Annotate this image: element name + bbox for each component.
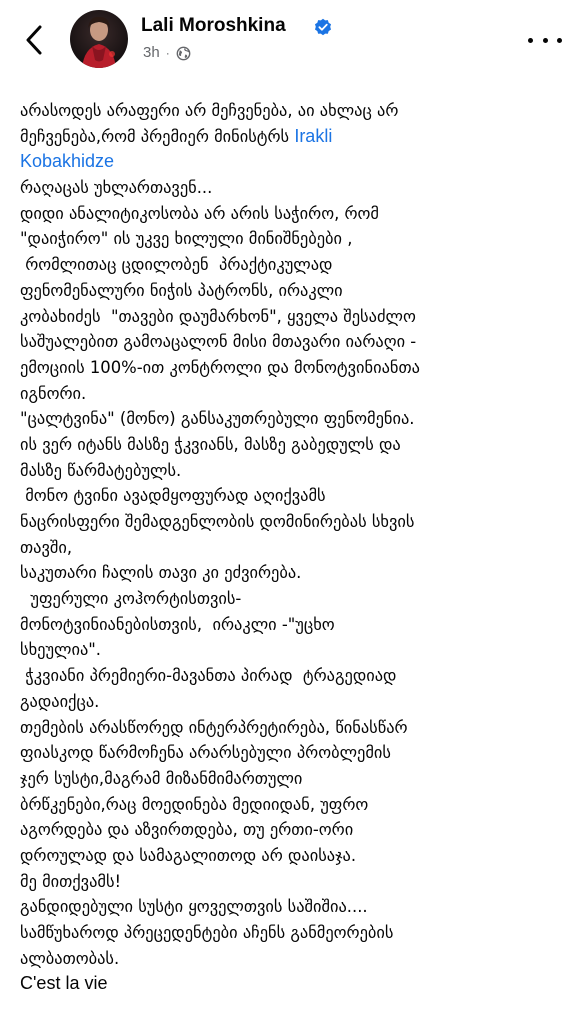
author-name[interactable]: Lali Moroshkina — [141, 15, 286, 36]
avatar[interactable] — [70, 10, 128, 68]
back-button[interactable] — [18, 22, 50, 58]
post-line: უფერული კოჰორტისთვის- — [20, 589, 242, 609]
post-line: ფიასკოდ წარმოჩენა არარსებული პრობლემის — [20, 743, 391, 763]
post-line: გადაიქცა. — [20, 691, 100, 711]
post-line: დიდი ანალიტიკოსობა არ არის საჭირო, რომ — [20, 203, 379, 223]
post-line: ფენომენალური ნიჭის პატრონს, ირაკლი — [20, 280, 343, 300]
meta-separator: · — [165, 46, 170, 60]
post-line: ის ვერ იტანს მასზე ჭკვიანს, მასზე გაბედულს და — [20, 434, 401, 454]
post-line: ჭკვიანი პრემიერი-მავანთა პირად ტრაგედიად — [20, 666, 397, 686]
more-options-dot — [557, 38, 562, 43]
post-header — [0, 0, 582, 80]
post-line: იგნორი. — [20, 383, 87, 403]
post-line: არასოდეს არაფერი არ მეჩვენება, აი ახლაც არ — [20, 101, 399, 120]
back-arrow-icon — [24, 24, 44, 56]
post-line: ნაცრისფერი შემადგენლობის დომინირებას სხვის — [20, 512, 415, 531]
verified-badge-icon — [314, 18, 332, 36]
post-line: დროულად და სამაგალითოდ არ დაისაჯა. — [20, 845, 357, 865]
post-meta — [143, 44, 191, 62]
globe-icon — [176, 46, 191, 61]
mention-link-last[interactable]: Kobakhidze — [20, 151, 115, 172]
post-time[interactable]: 3h — [143, 44, 160, 61]
post-line: ჯერ სუსტი,მაგრამ მიზანმიმართული — [20, 768, 303, 788]
post-line: საკუთარი ჩალის თავი კი ეძვირება. — [20, 563, 302, 583]
post-line: ემოციის 100%-ით კონტროლი და მონოტვინიანთა — [20, 357, 420, 377]
post-line: ბრწკენები,რაც მოედინება მედიიდან, უფრო — [20, 794, 369, 814]
post-line: რაღაცას უხლართავენ... — [20, 178, 213, 198]
post-line: "დაიჭირო" ის უკვე ხილული მინიშნებები , — [20, 229, 353, 249]
mention-link-first[interactable]: Irakli — [294, 125, 333, 146]
post-line: რომლითაც ცდილობენ პრაქტიკულად — [20, 255, 333, 275]
avatar-photo — [70, 10, 128, 68]
post-line: მე მითქვამს! — [20, 871, 122, 891]
post-line: მონოტვინიანებისთვის, ირაკლი -"უცხო — [20, 614, 335, 634]
more-options-dot — [543, 38, 548, 43]
post-line: აგორდება და აზვირთდება, თუ ერთი-ორი — [20, 820, 354, 840]
post-body — [20, 98, 572, 997]
post-line-text: მეჩვენება,რომ პრემიერ მინისტრს — [20, 126, 295, 146]
post-line — [20, 149, 572, 175]
post-line: სამწუხაროდ პრეცედენტები აჩენს განმეორების — [20, 923, 394, 942]
post-line-closing: C'est la vie — [20, 973, 108, 994]
post-line: თემების არასწორედ ინტერპრეტირება, წინასწარ — [20, 717, 408, 737]
post-line: მასზე წარმატებულს. — [20, 460, 182, 480]
post-line: მონო ტვინი ავადმყოფურად აღიქვამს — [20, 486, 326, 506]
post-line: განდიდებული სუსტი ყოველთვის საშიშია.... — [20, 897, 368, 917]
post-line: თავში, — [20, 537, 73, 557]
post-line: სხეულია". — [20, 640, 102, 660]
more-options-icon — [528, 38, 533, 43]
post-line: საშუალებით გამოაცალონ მისი მთავარი იარაღი - — [20, 332, 417, 352]
post-line: ალბათობას. — [20, 948, 120, 968]
post-line — [20, 124, 572, 150]
more-options-button[interactable] — [528, 30, 562, 50]
post-line: კობახიძეს "თავები დაუმარხონ", ყველა შესაძლო — [20, 306, 416, 326]
post-line: "ცალტვინა" (მონო) განსაკუთრებული ფენომენია. — [20, 409, 415, 429]
